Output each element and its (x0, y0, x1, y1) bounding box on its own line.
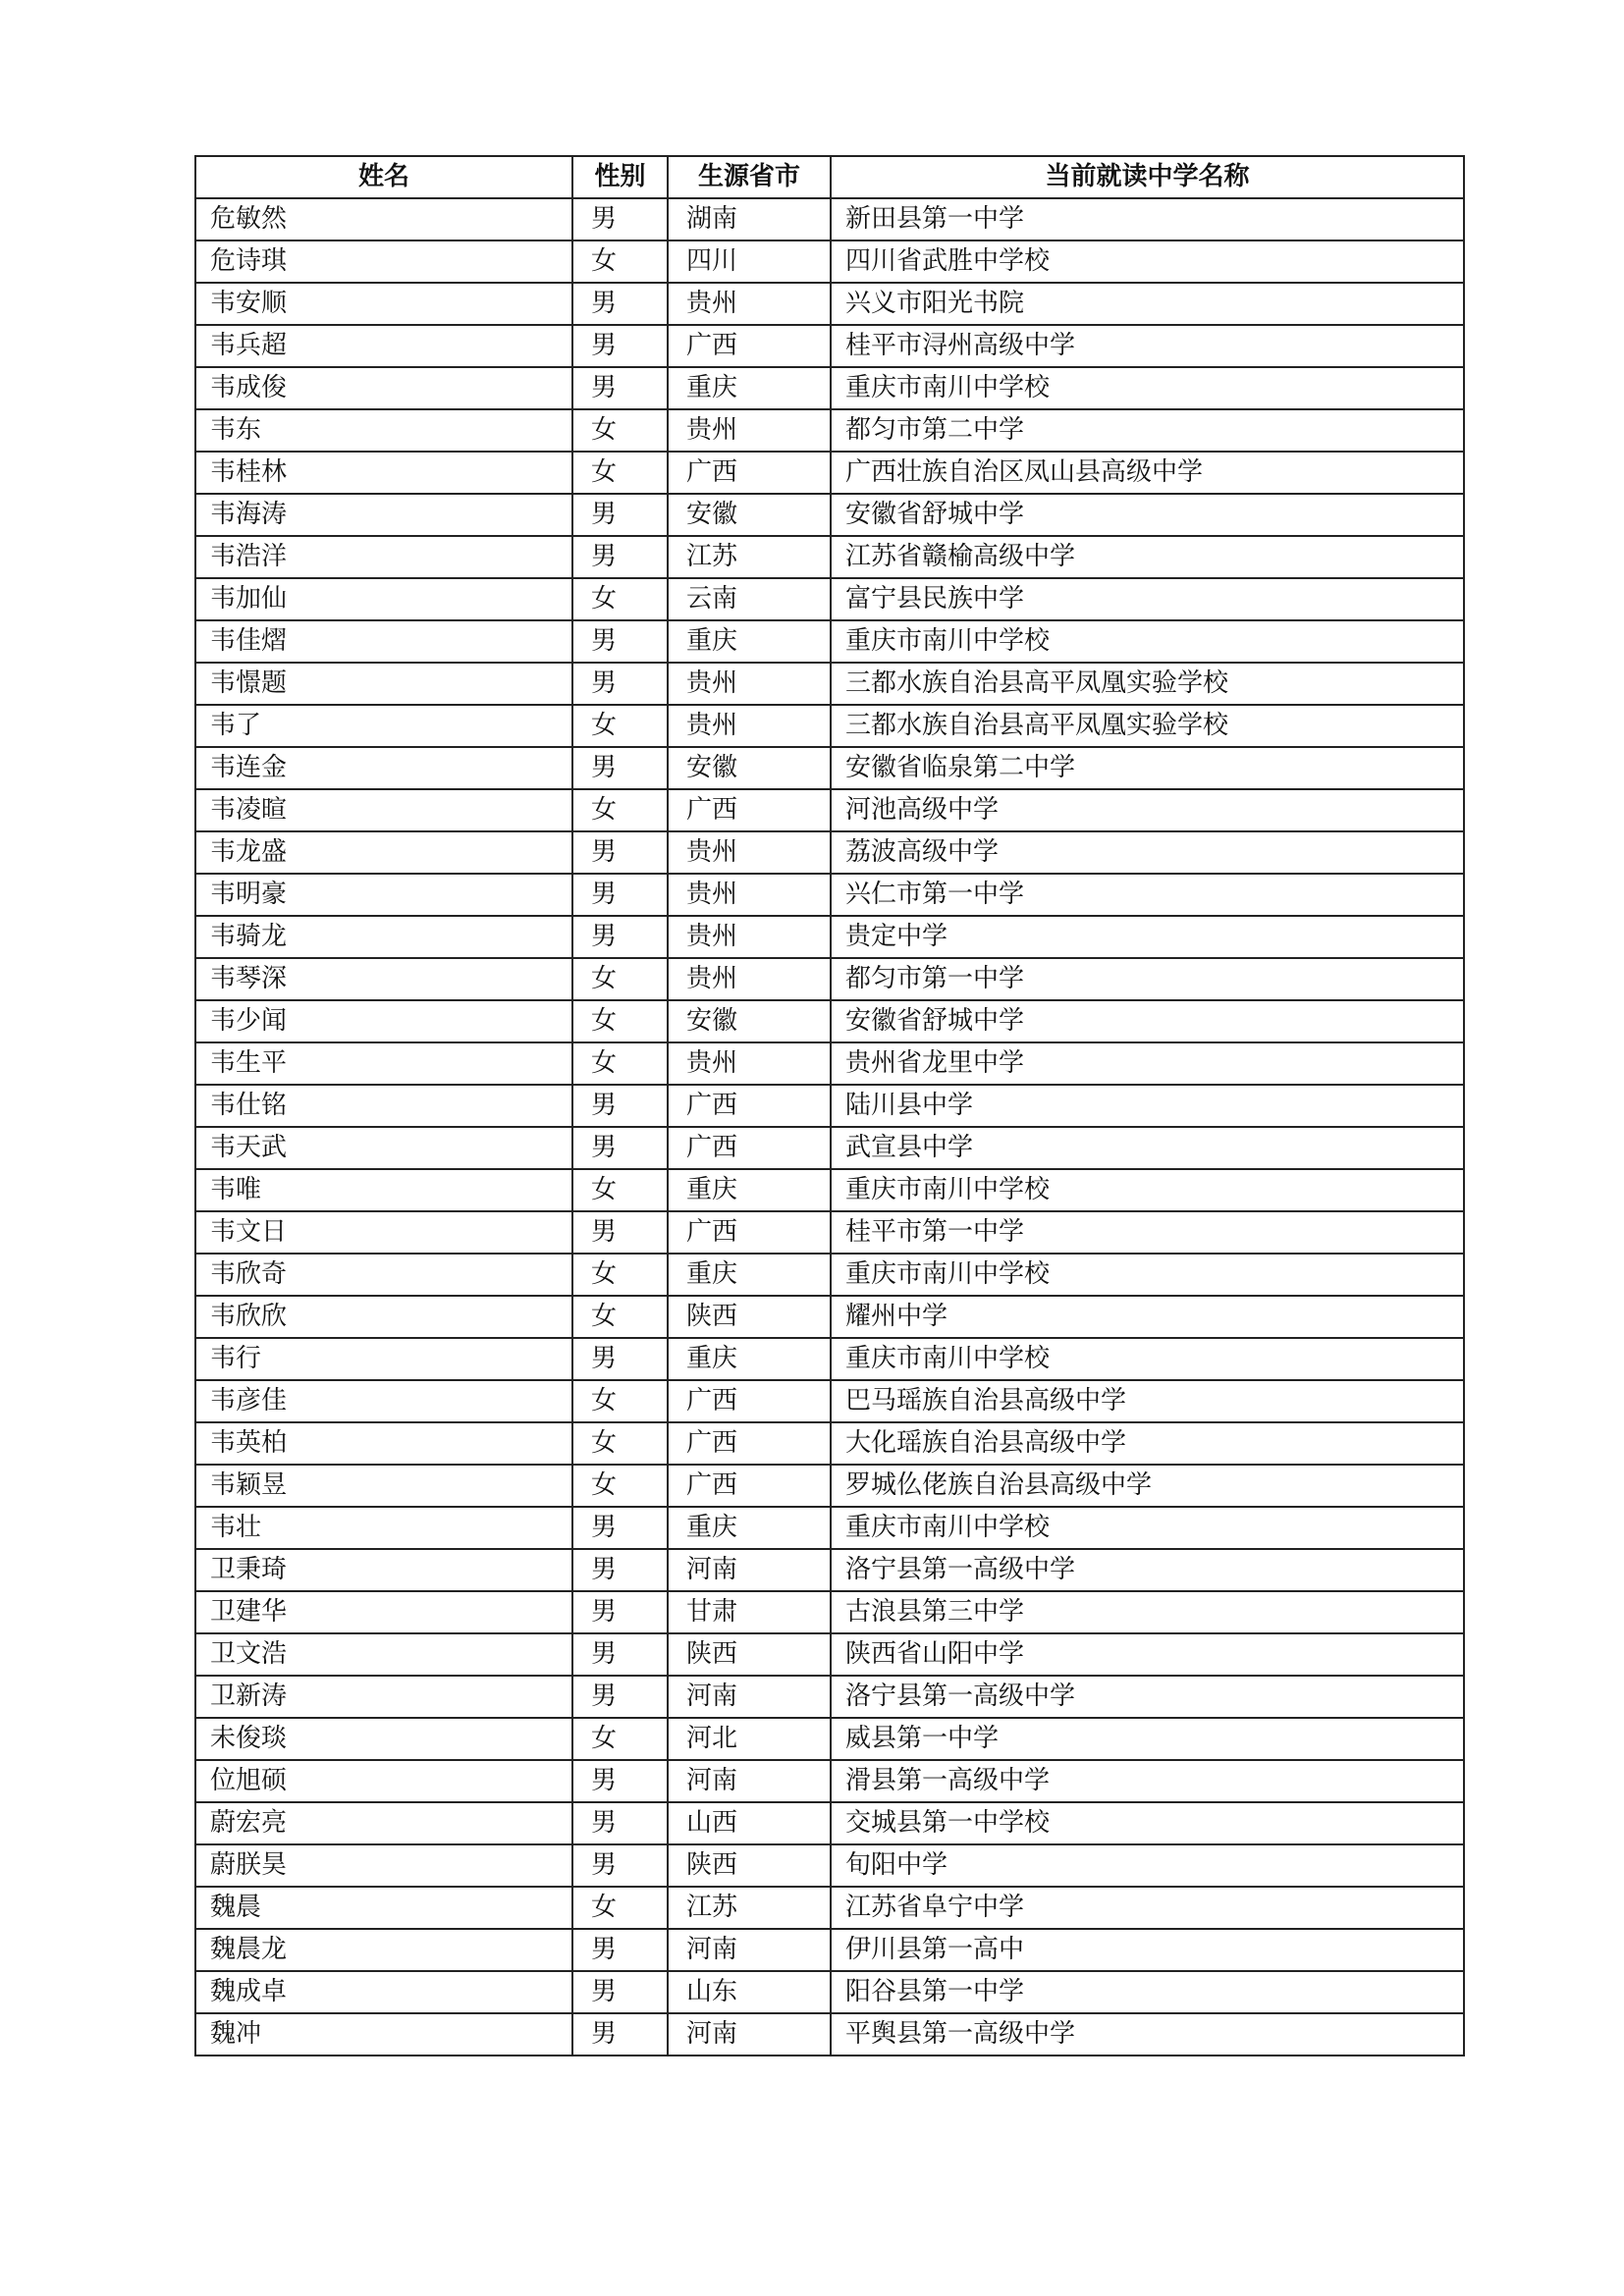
cell-gender: 女 (572, 1718, 668, 1760)
cell-province: 陕西 (668, 1844, 831, 1887)
cell-name: 韦彦佳 (195, 1380, 572, 1422)
cell-gender: 男 (572, 1676, 668, 1718)
cell-school: 三都水族自治县高平凤凰实验学校 (831, 705, 1464, 747)
cell-name: 位旭硕 (195, 1760, 572, 1802)
cell-province: 陕西 (668, 1296, 831, 1338)
cell-school: 荔波高级中学 (831, 831, 1464, 874)
table-row (195, 705, 1464, 747)
cell-province: 贵州 (668, 663, 831, 705)
cell-school: 安徽省舒城中学 (831, 1000, 1464, 1042)
table-row (195, 1929, 1464, 1971)
cell-gender: 男 (572, 1085, 668, 1127)
cell-school: 江苏省赣榆高级中学 (831, 536, 1464, 578)
cell-school: 陕西省山阳中学 (831, 1633, 1464, 1676)
cell-province: 安徽 (668, 747, 831, 789)
cell-province: 甘肃 (668, 1591, 831, 1633)
table-row (195, 1507, 1464, 1549)
cell-gender: 男 (572, 494, 668, 536)
table-row (195, 663, 1464, 705)
cell-province: 湖南 (668, 198, 831, 240)
cell-school: 重庆市南川中学校 (831, 1338, 1464, 1380)
cell-school: 兴仁市第一中学 (831, 874, 1464, 916)
cell-school: 安徽省舒城中学 (831, 494, 1464, 536)
cell-school: 洛宁县第一高级中学 (831, 1676, 1464, 1718)
cell-school: 交城县第一中学校 (831, 1802, 1464, 1844)
cell-province: 江苏 (668, 536, 831, 578)
cell-gender: 男 (572, 1760, 668, 1802)
cell-school: 洛宁县第一高级中学 (831, 1549, 1464, 1591)
cell-gender: 男 (572, 1802, 668, 1844)
cell-gender: 男 (572, 831, 668, 874)
cell-name: 韦文日 (195, 1211, 572, 1254)
cell-school: 陆川县中学 (831, 1085, 1464, 1127)
cell-province: 安徽 (668, 1000, 831, 1042)
cell-school: 都匀市第二中学 (831, 409, 1464, 452)
cell-province: 贵州 (668, 831, 831, 874)
cell-name: 韦了 (195, 705, 572, 747)
cell-gender: 男 (572, 1211, 668, 1254)
table-row (195, 747, 1464, 789)
cell-province: 河南 (668, 1929, 831, 1971)
cell-name: 韦仕铭 (195, 1085, 572, 1127)
cell-province: 河南 (668, 1676, 831, 1718)
cell-gender: 男 (572, 536, 668, 578)
cell-school: 武宣县中学 (831, 1127, 1464, 1169)
cell-province: 广西 (668, 1127, 831, 1169)
cell-gender: 女 (572, 240, 668, 283)
cell-gender: 女 (572, 1000, 668, 1042)
table-row (195, 1549, 1464, 1591)
table-row (195, 1465, 1464, 1507)
cell-school: 富宁县民族中学 (831, 578, 1464, 620)
cell-school: 古浪县第三中学 (831, 1591, 1464, 1633)
cell-province: 重庆 (668, 1169, 831, 1211)
cell-school: 贵定中学 (831, 916, 1464, 958)
table-row (195, 1254, 1464, 1296)
table-row (195, 367, 1464, 409)
table-row (195, 1211, 1464, 1254)
cell-school: 阳谷县第一中学 (831, 1971, 1464, 2013)
cell-gender: 女 (572, 705, 668, 747)
cell-name: 危敏然 (195, 198, 572, 240)
table-row (195, 1422, 1464, 1465)
cell-name: 蔚宏亮 (195, 1802, 572, 1844)
cell-school: 大化瑶族自治县高级中学 (831, 1422, 1464, 1465)
cell-school: 安徽省临泉第二中学 (831, 747, 1464, 789)
cell-school: 巴马瑶族自治县高级中学 (831, 1380, 1464, 1422)
cell-province: 贵州 (668, 916, 831, 958)
table-row (195, 789, 1464, 831)
cell-gender: 男 (572, 325, 668, 367)
cell-province: 山东 (668, 1971, 831, 2013)
cell-province: 云南 (668, 578, 831, 620)
cell-province: 重庆 (668, 620, 831, 663)
cell-school: 重庆市南川中学校 (831, 620, 1464, 663)
cell-province: 河南 (668, 1549, 831, 1591)
header-gender: 性别 (572, 156, 668, 198)
cell-gender: 男 (572, 1591, 668, 1633)
cell-school: 伊川县第一高中 (831, 1929, 1464, 1971)
cell-province: 贵州 (668, 874, 831, 916)
cell-school: 重庆市南川中学校 (831, 1169, 1464, 1211)
cell-gender: 女 (572, 1296, 668, 1338)
table-row (195, 536, 1464, 578)
cell-province: 贵州 (668, 283, 831, 325)
cell-name: 韦行 (195, 1338, 572, 1380)
cell-province: 贵州 (668, 1042, 831, 1085)
cell-name: 韦加仙 (195, 578, 572, 620)
cell-province: 贵州 (668, 409, 831, 452)
table-row (195, 240, 1464, 283)
cell-gender: 女 (572, 578, 668, 620)
cell-name: 韦颖昱 (195, 1465, 572, 1507)
cell-gender: 男 (572, 1633, 668, 1676)
cell-school: 桂平市浔州高级中学 (831, 325, 1464, 367)
cell-province: 河南 (668, 1760, 831, 1802)
cell-name: 韦琴深 (195, 958, 572, 1000)
table-row (195, 1380, 1464, 1422)
cell-gender: 男 (572, 1549, 668, 1591)
cell-gender: 男 (572, 198, 668, 240)
cell-province: 重庆 (668, 1507, 831, 1549)
cell-gender: 男 (572, 874, 668, 916)
cell-school: 四川省武胜中学校 (831, 240, 1464, 283)
cell-province: 河北 (668, 1718, 831, 1760)
cell-school: 滑县第一高级中学 (831, 1760, 1464, 1802)
table-row (195, 620, 1464, 663)
cell-name: 魏冲 (195, 2013, 572, 2056)
table-row (195, 1844, 1464, 1887)
cell-school: 河池高级中学 (831, 789, 1464, 831)
table-row (195, 325, 1464, 367)
cell-gender: 女 (572, 1042, 668, 1085)
cell-province: 贵州 (668, 705, 831, 747)
cell-gender: 男 (572, 1127, 668, 1169)
cell-school: 江苏省阜宁中学 (831, 1887, 1464, 1929)
table-row (195, 916, 1464, 958)
cell-name: 未俊琰 (195, 1718, 572, 1760)
cell-name: 韦龙盛 (195, 831, 572, 874)
table-row (195, 1169, 1464, 1211)
cell-name: 蔚朕昊 (195, 1844, 572, 1887)
table-row (195, 1591, 1464, 1633)
cell-name: 韦佳熠 (195, 620, 572, 663)
header-row (195, 156, 1464, 198)
table-row (195, 1296, 1464, 1338)
cell-name: 韦欣奇 (195, 1254, 572, 1296)
cell-gender: 女 (572, 1465, 668, 1507)
cell-gender: 男 (572, 916, 668, 958)
cell-province: 广西 (668, 325, 831, 367)
cell-name: 卫新涛 (195, 1676, 572, 1718)
table-row (195, 1718, 1464, 1760)
cell-gender: 男 (572, 2013, 668, 2056)
cell-name: 危诗琪 (195, 240, 572, 283)
cell-name: 韦浩洋 (195, 536, 572, 578)
cell-name: 卫建华 (195, 1591, 572, 1633)
cell-school: 罗城仫佬族自治县高级中学 (831, 1465, 1464, 1507)
cell-gender: 女 (572, 1380, 668, 1422)
cell-name: 卫文浩 (195, 1633, 572, 1676)
cell-gender: 女 (572, 1254, 668, 1296)
table-row (195, 1127, 1464, 1169)
table-row (195, 1802, 1464, 1844)
cell-school: 旬阳中学 (831, 1844, 1464, 1887)
cell-gender: 女 (572, 409, 668, 452)
table-row (195, 578, 1464, 620)
cell-school: 桂平市第一中学 (831, 1211, 1464, 1254)
cell-province: 江苏 (668, 1887, 831, 1929)
cell-school: 兴义市阳光书院 (831, 283, 1464, 325)
table-row (195, 1000, 1464, 1042)
cell-gender: 男 (572, 620, 668, 663)
cell-gender: 男 (572, 663, 668, 705)
cell-school: 三都水族自治县高平凤凰实验学校 (831, 663, 1464, 705)
table-row (195, 452, 1464, 494)
cell-name: 韦憬题 (195, 663, 572, 705)
table-row (195, 409, 1464, 452)
cell-school: 平舆县第一高级中学 (831, 2013, 1464, 2056)
table-row (195, 283, 1464, 325)
cell-province: 广西 (668, 789, 831, 831)
table-row (195, 1887, 1464, 1929)
cell-name: 魏晨龙 (195, 1929, 572, 1971)
table-row (195, 2013, 1464, 2056)
header-school: 当前就读中学名称 (831, 156, 1464, 198)
cell-province: 广西 (668, 1465, 831, 1507)
cell-name: 韦天武 (195, 1127, 572, 1169)
cell-name: 韦骑龙 (195, 916, 572, 958)
cell-name: 卫秉琦 (195, 1549, 572, 1591)
table-row (195, 874, 1464, 916)
cell-school: 重庆市南川中学校 (831, 1254, 1464, 1296)
table-row (195, 1676, 1464, 1718)
table-row (195, 1971, 1464, 2013)
cell-gender: 女 (572, 1887, 668, 1929)
cell-province: 广西 (668, 452, 831, 494)
cell-gender: 男 (572, 283, 668, 325)
cell-school: 广西壮族自治区凤山县高级中学 (831, 452, 1464, 494)
table-row (195, 1042, 1464, 1085)
cell-gender: 男 (572, 747, 668, 789)
cell-name: 韦东 (195, 409, 572, 452)
cell-name: 韦唯 (195, 1169, 572, 1211)
header-province: 生源省市 (668, 156, 831, 198)
table-row (195, 958, 1464, 1000)
cell-school: 贵州省龙里中学 (831, 1042, 1464, 1085)
cell-gender: 男 (572, 1844, 668, 1887)
table-row (195, 494, 1464, 536)
cell-school: 新田县第一中学 (831, 198, 1464, 240)
cell-name: 韦欣欣 (195, 1296, 572, 1338)
table-body (195, 198, 1464, 2056)
cell-gender: 女 (572, 1169, 668, 1211)
cell-school: 重庆市南川中学校 (831, 1507, 1464, 1549)
cell-name: 韦英柏 (195, 1422, 572, 1465)
cell-province: 广西 (668, 1085, 831, 1127)
table-row (195, 1085, 1464, 1127)
cell-gender: 女 (572, 452, 668, 494)
cell-name: 韦安顺 (195, 283, 572, 325)
cell-name: 韦连金 (195, 747, 572, 789)
cell-name: 韦明豪 (195, 874, 572, 916)
cell-name: 魏晨 (195, 1887, 572, 1929)
cell-name: 韦兵超 (195, 325, 572, 367)
cell-name: 韦成俊 (195, 367, 572, 409)
cell-province: 重庆 (668, 1338, 831, 1380)
table-row (195, 1633, 1464, 1676)
cell-gender: 女 (572, 958, 668, 1000)
cell-province: 四川 (668, 240, 831, 283)
cell-province: 广西 (668, 1422, 831, 1465)
cell-school: 威县第一中学 (831, 1718, 1464, 1760)
cell-province: 广西 (668, 1211, 831, 1254)
table-row (195, 1760, 1464, 1802)
cell-province: 陕西 (668, 1633, 831, 1676)
cell-name: 韦桂林 (195, 452, 572, 494)
header-name: 姓名 (195, 156, 572, 198)
cell-gender: 女 (572, 789, 668, 831)
cell-gender: 男 (572, 1507, 668, 1549)
table-row (195, 198, 1464, 240)
cell-province: 河南 (668, 2013, 831, 2056)
cell-name: 韦壮 (195, 1507, 572, 1549)
cell-name: 韦海涛 (195, 494, 572, 536)
cell-province: 贵州 (668, 958, 831, 1000)
cell-province: 重庆 (668, 367, 831, 409)
cell-name: 魏成卓 (195, 1971, 572, 2013)
cell-province: 山西 (668, 1802, 831, 1844)
student-roster-table (194, 155, 1465, 2056)
cell-name: 韦生平 (195, 1042, 572, 1085)
cell-gender: 女 (572, 1422, 668, 1465)
cell-gender: 男 (572, 367, 668, 409)
cell-province: 广西 (668, 1380, 831, 1422)
cell-gender: 男 (572, 1338, 668, 1380)
table-header (195, 156, 1464, 198)
cell-gender: 男 (572, 1929, 668, 1971)
table-row (195, 1338, 1464, 1380)
cell-gender: 男 (572, 1971, 668, 2013)
cell-province: 安徽 (668, 494, 831, 536)
cell-school: 重庆市南川中学校 (831, 367, 1464, 409)
cell-name: 韦凌暄 (195, 789, 572, 831)
cell-school: 都匀市第一中学 (831, 958, 1464, 1000)
cell-school: 耀州中学 (831, 1296, 1464, 1338)
cell-name: 韦少闻 (195, 1000, 572, 1042)
cell-province: 重庆 (668, 1254, 831, 1296)
table-row (195, 831, 1464, 874)
